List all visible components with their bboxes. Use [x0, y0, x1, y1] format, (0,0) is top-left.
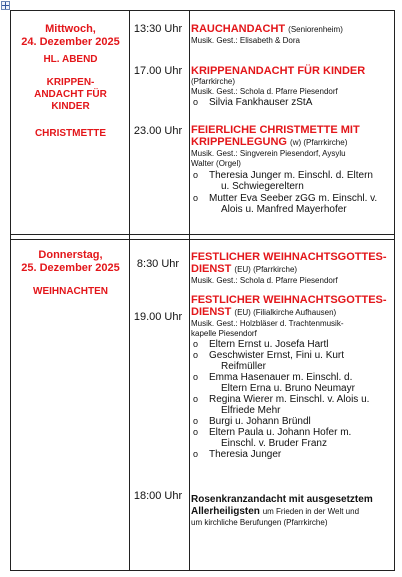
- list-item: o Eltern Ernst u. Josefa Hartl: [191, 339, 393, 350]
- event-music-line-2: kapelle Piesendorf: [191, 329, 257, 338]
- day-1-label-christmette: CHRISTMETTE: [34, 128, 107, 139]
- event-krippenandacht: [191, 65, 393, 108]
- event-title-line-2: DIENST: [191, 306, 232, 318]
- event-location: (Pfarrkirche): [191, 77, 236, 86]
- list-item: o Silvia Fankhauser zStA: [191, 97, 393, 108]
- list-item: o Burgi u. Johann Bründl: [191, 416, 393, 427]
- column-divider-2: [189, 11, 190, 570]
- schedule-table: [10, 10, 395, 571]
- event-music-line-1: Musik. Gest.: Singverein Piesendorf, Aysylu: [191, 149, 346, 158]
- event-time: 18:00 Uhr: [133, 490, 183, 502]
- list-item: o Geschwister Ernst, Fini u. Kurt Reifmüller: [191, 350, 393, 372]
- event-title-line-2: Allerheiligsten: [191, 506, 260, 517]
- list-item: o Emma Hasenauer m. Einschl. d. Eltern Erna u. Bruno Neumayr: [191, 372, 393, 394]
- event-music-line-2: Walter (Orgel): [191, 159, 241, 168]
- list-item: o Regina Wierer m. Einschl. v. Alois u. Elfriede Mehr: [191, 394, 393, 416]
- event-title-line-1: FEIERLICHE CHRISTMETTE MIT: [191, 124, 360, 136]
- event-title-line-1: FESTLICHER WEIHNACHTSGOTTES-: [191, 294, 387, 306]
- event-rosenkranzandacht: [191, 494, 393, 528]
- event-music: Musik. Gest.: Elisabeth & Dora: [191, 36, 300, 45]
- event-music-line-1: Musik. Gest.: Holzbläser d. Trachtenmusik-: [191, 319, 344, 328]
- day-2-header: [13, 249, 128, 274]
- event-music: Musik. Gest.: Schola d. Pfarre Piesendorf: [191, 276, 338, 285]
- event-music: Musik. Gest.: Schola d. Pfarre Piesendorf: [191, 87, 338, 96]
- event-time: 19.00 Uhr: [133, 311, 183, 323]
- list-item: o Theresia Junger m. Einschl. d. Eltern u. Schwiegereltern: [191, 170, 393, 192]
- event-title-line-2: KRIPPENLEGUNG: [191, 136, 287, 148]
- event-time: 8:30 Uhr: [136, 258, 180, 270]
- event-time: 13:30 Uhr: [133, 23, 183, 35]
- day-2-weekday: Donnerstag,: [38, 249, 103, 261]
- event-location: (w) (Pfarrkirche): [290, 138, 348, 147]
- event-title-line-1: Rosenkranzandacht mit ausgesetztem: [191, 494, 373, 505]
- event-festgottesdienst-aufhausen: [191, 294, 393, 460]
- list-item: o Eltern Paula u. Johann Hofer m. Einschl. v. Bruder Franz: [191, 427, 393, 449]
- column-divider-1: [129, 11, 130, 570]
- event-description-line-2: um kirchliche Berufungen (Pfarrkirche): [191, 518, 328, 527]
- event-christmette: [191, 124, 393, 215]
- event-festgottesdienst-pfarrkirche: [191, 251, 393, 286]
- list-item: o Theresia Junger: [191, 449, 393, 460]
- event-time: 23.00 Uhr: [133, 125, 183, 137]
- day-1-weekday: Mittwoch,: [45, 23, 96, 35]
- day-separator: [11, 234, 394, 240]
- event-title-line-1: FESTLICHER WEIHNACHTSGOTTES-: [191, 251, 387, 263]
- day-1-header: [13, 23, 128, 48]
- event-time: 17.00 Uhr: [133, 65, 183, 77]
- day-2-date: 25. Dezember 2025: [21, 261, 120, 274]
- event-location: (EU) (Pfarrkirche): [234, 265, 298, 274]
- day-2-label-weihnachten: WEIHNACHTEN: [33, 286, 108, 297]
- day-1-label-krippenandacht: KRIPPEN- ANDACHT FÜR KINDER: [34, 77, 107, 112]
- event-title-line-2: DIENST: [191, 263, 232, 275]
- day-1-date: 24. Dezember 2025: [21, 35, 120, 48]
- event-location: (Seniorenheim): [288, 25, 343, 34]
- event-title: RAUCHANDACHT: [191, 23, 286, 35]
- table-move-handle-icon[interactable]: [1, 1, 10, 10]
- list-item: o Mutter Eva Seeber zGG m. Einschl. v. Alois u. Manfred Mayerhofer: [191, 193, 393, 215]
- event-location: (EU) (Filialkirche Aufhausen): [234, 308, 337, 317]
- event-description-line-1: um Frieden in der Welt und: [262, 507, 360, 516]
- day-1-label-hl-abend: HL. ABEND: [43, 54, 98, 65]
- event-rauchandacht: [191, 23, 393, 46]
- event-title: KRIPPENANDACHT FÜR KINDER: [191, 65, 366, 77]
